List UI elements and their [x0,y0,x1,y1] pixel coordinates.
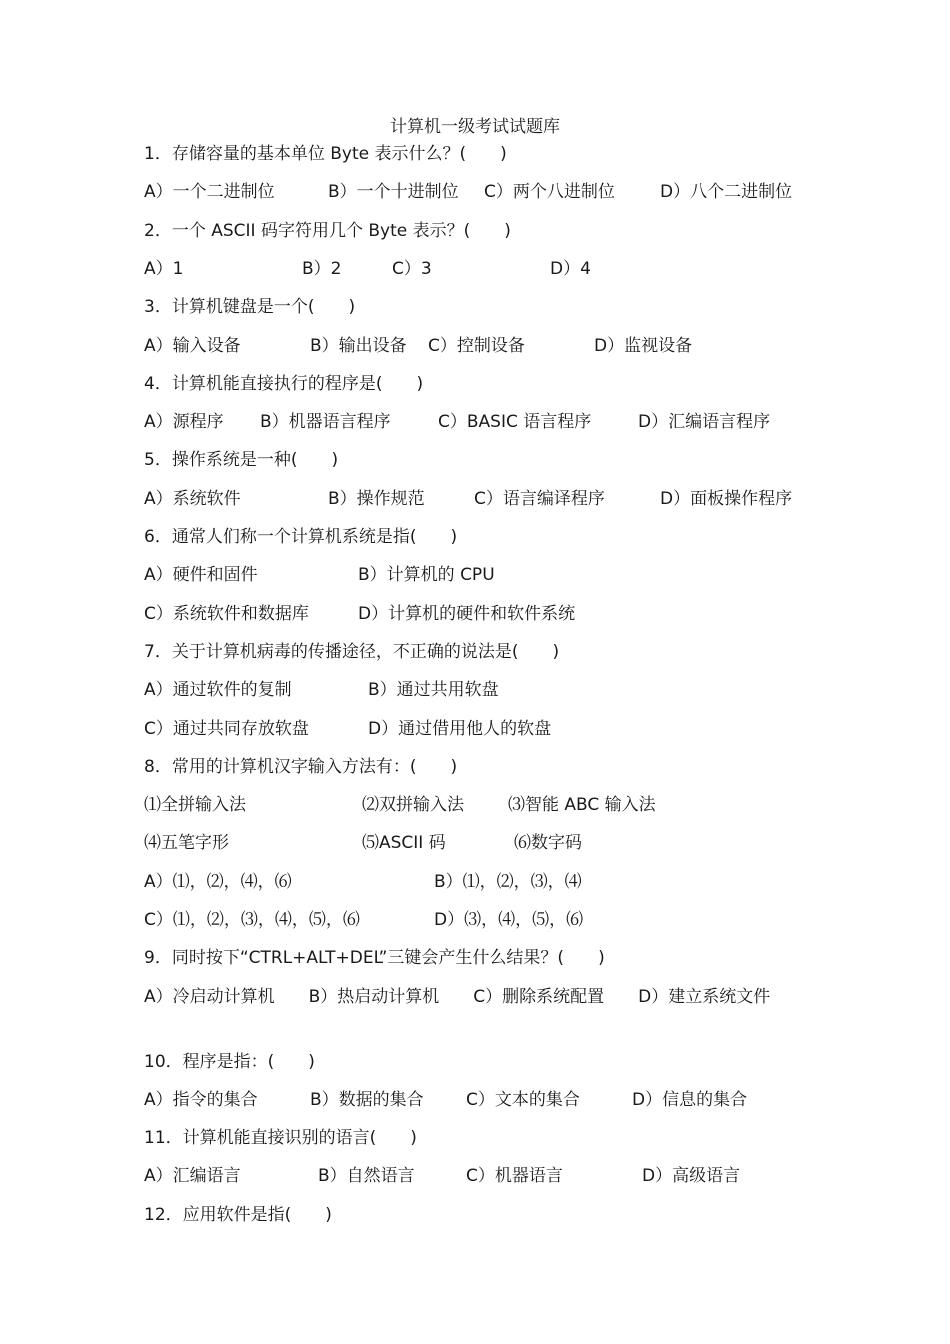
option-a: A）源程序 [144,412,224,432]
method-3: ⑶智能 ABC 输入法 [508,795,656,815]
option-b: B）计算机的 CPU [358,565,495,585]
question-7: 7．关于计算机病毒的传播途径，不正确的说法是( ) [144,642,560,662]
question-11: 11．计算机能直接识别的语言( ) [144,1128,417,1148]
option-d: D）监视设备 [594,336,693,356]
method-4: ⑷五笔字形 [144,833,229,853]
option-c: C）两个八进制位 [484,182,615,202]
option-a: A）系统软件 [144,489,241,509]
method-2: ⑵双拼输入法 [362,795,464,815]
question-4: 4．计算机能直接执行的程序是( ) [144,374,424,394]
option-c: C）⑴，⑵，⑶，⑷，⑸，⑹ [144,910,360,930]
question-1: 1．存储容量的基本单位 Byte 表示什么？( ) [144,144,507,164]
option-b: B）自然语言 [318,1166,415,1186]
option-a: A）通过软件的复制 [144,680,292,700]
option-c: C）文本的集合 [466,1090,580,1110]
option-b: B）数据的集合 [310,1090,424,1110]
question-6: 6．通常人们称一个计算机系统是指( ) [144,527,458,547]
option-c: C）控制设备 [428,336,525,356]
option-d: D）计算机的硬件和软件系统 [358,604,576,624]
method-6: ⑹数字码 [514,833,582,853]
option-d: D）八个二进制位 [660,182,793,202]
question-3: 3．计算机键盘是一个( ) [144,297,356,317]
option-c: C）语言编译程序 [474,489,605,509]
option-d: D）高级语言 [642,1166,741,1186]
option-a: A）硬件和固件 [144,565,258,585]
option-a: A）1 [144,259,184,279]
page-title: 计算机一级考试试题库 [390,117,560,137]
question-9-options: A）冷启动计算机 B）热启动计算机 C）删除系统配置 D）建立系统文件 [144,987,771,1007]
option-b: B）机器语言程序 [260,412,391,432]
question-2: 2．一个 ASCII 码字符用几个 Byte 表示？( ) [144,221,511,241]
option-d: D）⑶，⑷，⑸，⑹ [434,910,584,930]
option-c: C）系统软件和数据库 [144,604,309,624]
option-b: B）通过共用软盘 [368,680,499,700]
question-9: 9．同时按下“CTRL+ALT+DEL”三键会产生什么结果？( ) [144,948,605,968]
option-c: C）BASIC 语言程序 [438,412,592,432]
option-a: A）指令的集合 [144,1090,258,1110]
method-1: ⑴全拼输入法 [144,795,246,815]
option-c: C）通过共同存放软盘 [144,719,309,739]
option-a: A）汇编语言 [144,1166,241,1186]
option-b: B）输出设备 [310,336,407,356]
question-12: 12．应用软件是指( ) [144,1205,332,1225]
option-c: C）机器语言 [466,1166,563,1186]
option-d: D）通过借用他人的软盘 [368,719,552,739]
question-5: 5．操作系统是一种( ) [144,450,339,470]
option-d: D）信息的集合 [632,1090,748,1110]
method-5: ⑸ASCII 码 [362,833,446,853]
option-b: B）2 [302,259,342,279]
question-10: 10．程序是指：( ) [144,1052,315,1072]
option-a: A）一个二进制位 [144,182,275,202]
option-b: B）操作规范 [328,489,425,509]
option-a: A）⑴，⑵，⑷，⑹ [144,872,292,892]
option-d: D）汇编语言程序 [638,412,771,432]
option-a: A）输入设备 [144,336,241,356]
question-8: 8．常用的计算机汉字输入方法有：( ) [144,757,458,777]
option-b: B）⑴，⑵，⑶，⑷ [434,872,582,892]
option-d: D）面板操作程序 [660,489,793,509]
option-b: B）一个十进制位 [328,182,459,202]
option-d: D）4 [550,259,591,279]
option-c: C）3 [392,259,432,279]
